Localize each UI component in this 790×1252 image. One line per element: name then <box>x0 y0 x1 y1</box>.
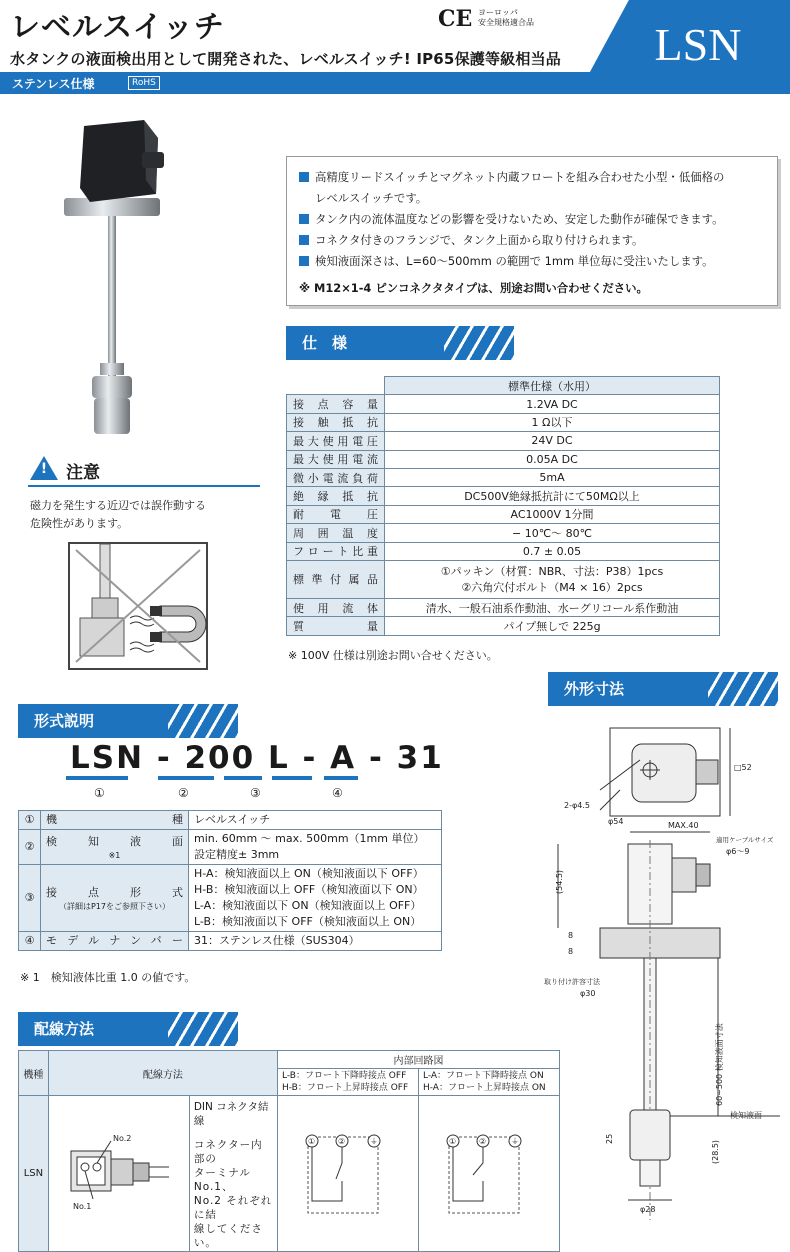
subtitle: 水タンクの液面検出用として開発された、レベルスイッチ! IP65保護等級相当品 <box>10 50 561 68</box>
model-code-underlines <box>66 776 366 782</box>
bullet-square-icon <box>299 256 309 266</box>
bullet-square-icon <box>299 172 309 182</box>
din-connector-drawing <box>53 1129 185 1215</box>
spec-note: ※ 100V 仕様は別途お問い合せください。 <box>288 649 498 662</box>
bullet-square-icon <box>299 235 309 245</box>
model-code-num: ③ <box>250 786 261 800</box>
svg-text:適用ケーブルサイズ: 適用ケーブルサイズ <box>716 836 774 844</box>
circuit-nc-drawing <box>282 1129 414 1215</box>
svg-text:□52: □52 <box>734 763 752 772</box>
ce-note <box>478 8 534 28</box>
model-code-num: ① <box>94 786 105 800</box>
ce-mark: CE <box>438 6 473 32</box>
flange-side <box>600 928 720 958</box>
svg-text:(54.5): (54.5) <box>555 869 564 894</box>
svg-text:φ30: φ30 <box>580 989 596 998</box>
table-row: 耐電圧 AC1000V 1分間 <box>287 505 720 523</box>
pipe <box>108 216 116 376</box>
feature-item-cont: レベルスイッチです。 <box>315 191 428 205</box>
flange <box>64 198 160 216</box>
svg-text:φ54: φ54 <box>608 817 624 826</box>
table-row: 周囲温度 − 10℃〜 80℃ <box>287 524 720 542</box>
feature-item: タンク内の流体温度などの影響を受けないため、安定した動作が確保できます。 <box>299 209 767 230</box>
svg-text:⏚: ⏚ <box>369 1137 378 1146</box>
svg-text:MAX.40: MAX.40 <box>668 821 699 830</box>
warning-icon-mark: ! <box>40 461 48 477</box>
table-row: 標準付属品 ①パッキン（材質：NBR、寸法：P38）1pcs ②六角穴付ボルト（M4 × 16）2pcs <box>287 560 720 598</box>
product-photo <box>56 118 176 448</box>
caution-text: 磁力を発生する近辺では誤作動する 危険性があります。 <box>30 499 206 530</box>
form-heading: 形式説明 <box>18 704 238 738</box>
svg-text:検知液面: 検知液面 <box>730 1111 762 1120</box>
features-box <box>286 156 778 306</box>
stripe-decoration <box>708 672 778 706</box>
feature-item: コネクタ付きのフランジで、タンク上面から取り付けられます。 <box>299 230 767 251</box>
circuit-no-drawing <box>423 1129 555 1215</box>
page-title: レベルスイッチ <box>10 10 225 45</box>
table-row: ④ モデルナンバー 31：ステンレス仕様（SUS304） <box>19 932 442 951</box>
svg-text:①: ① <box>307 1137 316 1146</box>
float <box>92 376 132 398</box>
svg-text:②: ② <box>337 1137 346 1146</box>
table-row: 最大使用電圧 24V DC <box>287 432 720 450</box>
bullet-square-icon <box>299 214 309 224</box>
svg-text:②: ② <box>478 1137 487 1146</box>
svg-text:φ28: φ28 <box>640 1205 656 1214</box>
table-row <box>287 377 720 395</box>
svg-text:⏚: ⏚ <box>510 1137 519 1146</box>
ce-note-line1: ヨーロッパ <box>478 8 518 17</box>
table-row: 使用流体 清水、一般石油系作動油、水ーグリコール系作動油 <box>287 598 720 616</box>
table-row: L-B：フロート下降時接点 OFF H-B：フロート上昇時接点 OFF L-A：フロート下降時接点 ON H-A：フロート上昇時接点 ON <box>19 1069 560 1096</box>
spec-heading: 仕 様 <box>286 326 514 360</box>
spec-col-header: 標準仕様（水用） <box>385 377 720 395</box>
svg-text:8: 8 <box>568 947 574 956</box>
svg-text:60~500 検知液面寸法: 60~500 検知液面寸法 <box>715 1023 724 1106</box>
svg-text:φ6〜9: φ6〜9 <box>726 847 750 856</box>
table-row: ① 機種 レベルスイッチ <box>19 811 442 830</box>
stripe-decoration <box>168 704 238 738</box>
svg-text:25: 25 <box>605 1133 614 1144</box>
feature-item: 高精度リードスイッチとマグネット内蔵フロートを組み合わせた小型・低価格の <box>299 167 767 188</box>
ce-note-line2: 安全規格適合品 <box>478 18 534 27</box>
features-note: ※ M12×1-4 ピンコネクタタイプは、別途お問い合わせください。 <box>299 281 648 295</box>
svg-text:8: 8 <box>568 931 574 940</box>
model-code: LSN - 200 L - A - 31 <box>70 740 444 776</box>
table-row: 質量 パイプ無しで 225g <box>287 617 720 635</box>
circuit-nc <box>277 1096 418 1252</box>
dimension-drawing <box>540 720 788 1224</box>
table-row: ② 検知液面 ※1 min. 60mm 〜 max. 500mm（1mm 単位） 設定精度± 3mm <box>19 830 442 865</box>
float-side <box>630 1110 670 1160</box>
form-table <box>18 810 442 951</box>
stripe-decoration <box>444 326 514 360</box>
table-row: 最大使用電流 0.05A DC <box>287 450 720 468</box>
model-code-num: ④ <box>332 786 343 800</box>
rohs-badge: RoHS <box>128 76 160 90</box>
table-row: 接触抵抗 1 Ω以下 <box>287 413 720 431</box>
table-row: 絶縁抵抗 DC500V絶縁抵抗計にて50MΩ以上 <box>287 487 720 505</box>
wiring-table <box>18 1050 560 1252</box>
dims-heading: 外形寸法 <box>548 672 778 706</box>
svg-text:(28.5): (28.5) <box>711 1139 720 1164</box>
form-note: ※ 1 検知液体比重 1.0 の値です。 <box>20 971 196 984</box>
material-label: ステンレス仕様 <box>12 77 95 91</box>
table-row: ③ 接点形式 （詳細はP17をご参照下さい） H-A：検知液面以上 ON（検知液面以下 OFF） H-B：検知液面以上 OFF（検知液面以下 ON） L-A：検知液面以下 ON（検知液面以上 OFF） L-B：検知液面以下 OFF（検知液面以上 ON） <box>19 865 442 932</box>
no1-label: No.1 <box>72 1202 92 1211</box>
svg-text:取り付け許容寸法: 取り付け許容寸法 <box>544 978 600 986</box>
feature-item: 検知液面深さは、L=60〜500mm の範囲で 1mm 単位毎に受注いたします。 <box>299 251 767 272</box>
model-code-num: ② <box>178 786 189 800</box>
table-row: 接点容量 1.2VA DC <box>287 395 720 413</box>
model-tab-label: LSN <box>654 19 742 70</box>
no2-label: No.2 <box>112 1134 132 1143</box>
table-row: 微小電流負荷 5mA <box>287 468 720 486</box>
spec-table <box>286 376 720 636</box>
svg-text:①: ① <box>448 1137 457 1146</box>
wiring-heading: 配線方法 <box>18 1012 238 1046</box>
svg-text:2-φ4.5: 2-φ4.5 <box>564 801 590 810</box>
caution-divider <box>28 485 260 487</box>
stripe-decoration <box>168 1012 238 1046</box>
circuit-no <box>418 1096 559 1252</box>
table-row: フロート比重 0.7 ± 0.05 <box>287 542 720 560</box>
caution-title: 注意 <box>66 463 100 483</box>
table-row: 機種 配線方法 内部回路図 <box>19 1051 560 1069</box>
din-connector-figure <box>48 1096 189 1252</box>
table-row: LSN No.2 No.1 DIN コネクタ結線 コネクター内部の ターミナル No.1、 No.2 それぞれに結 線してください。 ① ② ⏚ ① ② ⏚ <box>19 1096 560 1252</box>
magnet-warning-figure <box>68 542 208 670</box>
